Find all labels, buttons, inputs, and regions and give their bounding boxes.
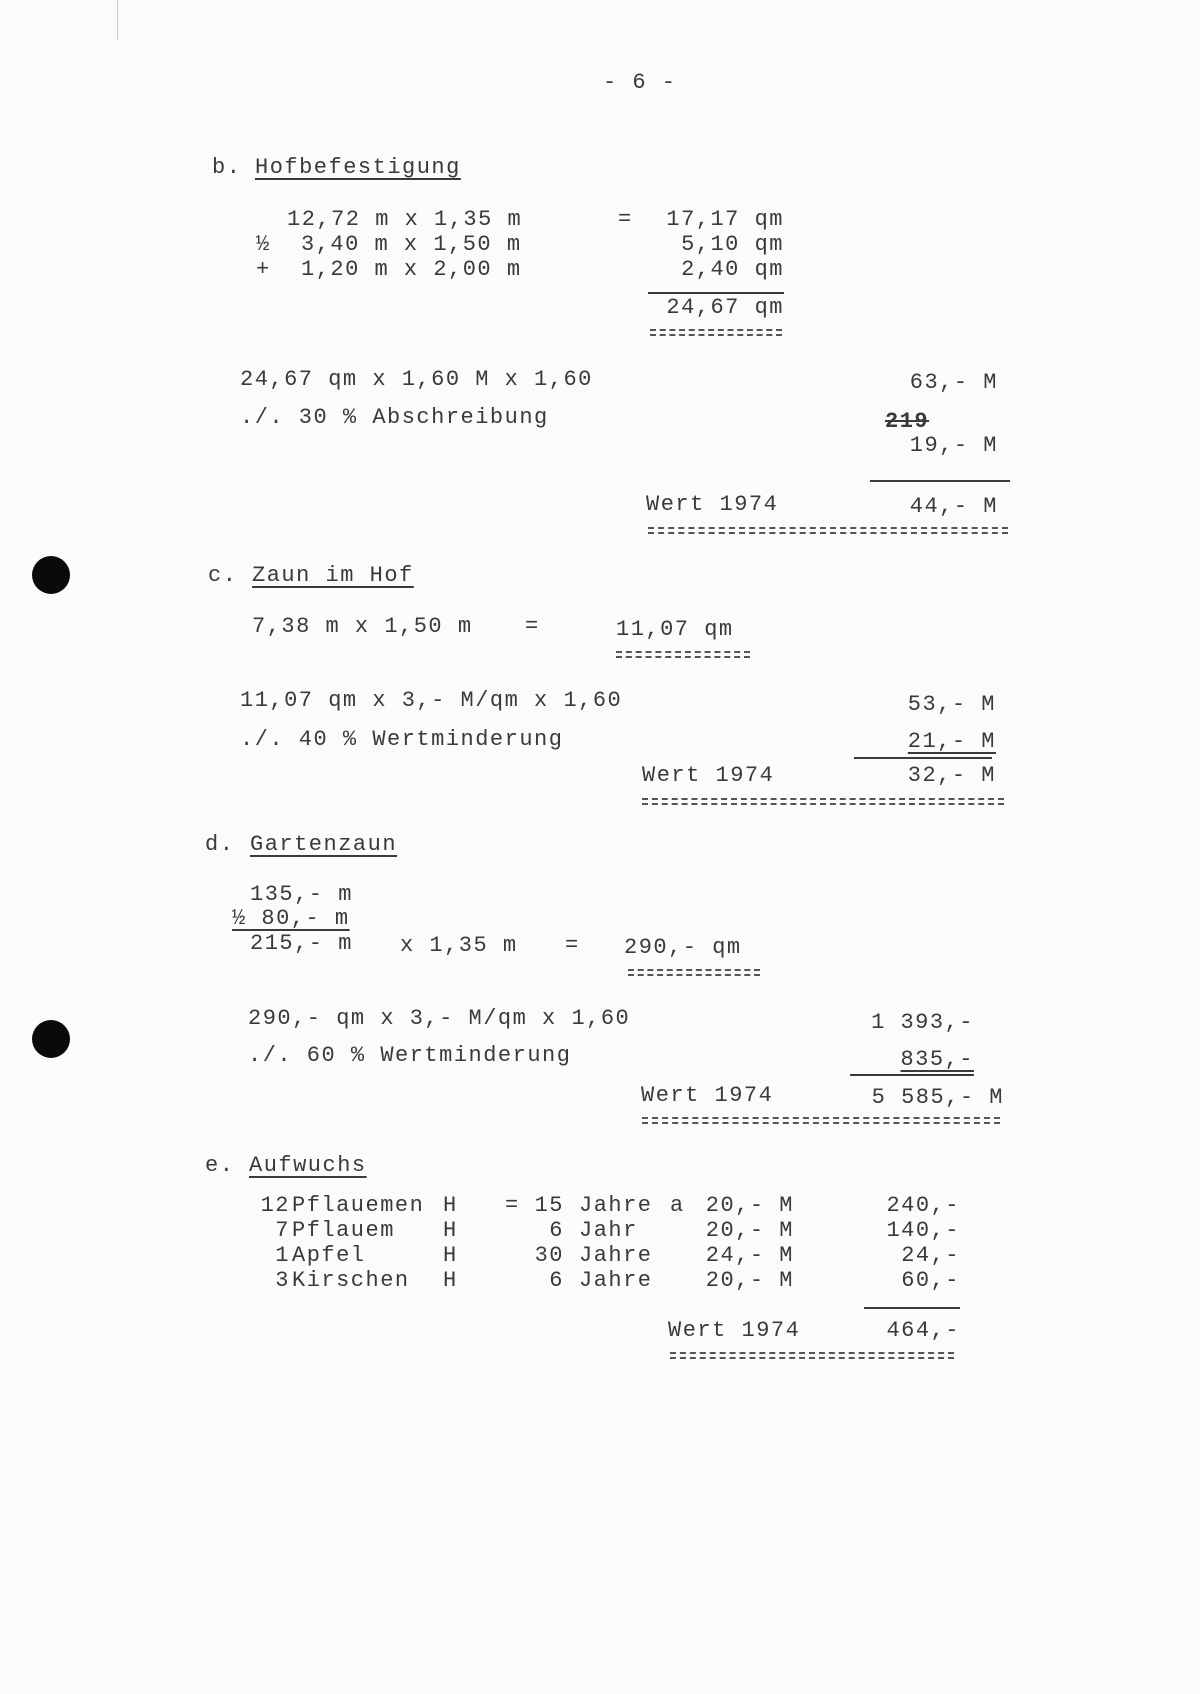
tree-row-1-a: a xyxy=(670,1193,685,1218)
section-b-value-line: 24,67 qm x 1,60 M x 1,60 xyxy=(240,367,593,392)
section-e-total-line xyxy=(864,1307,960,1309)
section-b-wert-amount: 44,- M xyxy=(909,494,998,519)
section-b-deduction-line: ./. 30 % Abschreibung xyxy=(240,405,549,430)
tree-row-2-price: 20,- M xyxy=(705,1218,794,1243)
section-e-letter: e. xyxy=(205,1153,235,1178)
section-c-deduction-amount: 21,- M xyxy=(907,729,996,754)
section-d-wert-label: Wert 1974 xyxy=(641,1083,774,1108)
tree-row-4-name: Kirschen xyxy=(292,1268,410,1293)
section-d-deduction-amount: 835,- xyxy=(900,1047,974,1072)
section-c-wert-label: Wert 1974 xyxy=(642,763,775,788)
section-b-row-2-calc: 3,40 m x 1,50 m xyxy=(301,232,522,257)
section-b-row-1-result: 17,17 qm xyxy=(666,207,784,232)
section-d-title: Gartenzaun xyxy=(250,832,398,857)
tree-row-2-age: 6 xyxy=(549,1218,564,1243)
tree-row-3-amount: 24,- xyxy=(901,1243,960,1268)
section-b-row-2-result: 5,10 qm xyxy=(681,232,784,257)
section-b-wert-double-rule xyxy=(648,527,1008,534)
punch-hole-upper xyxy=(32,556,70,594)
page-edge-mark xyxy=(117,0,118,40)
section-d-deduction-line: ./. 60 % Wertminderung xyxy=(248,1043,572,1068)
section-d-wert-double-rule xyxy=(642,1117,1000,1124)
section-b-sum-line xyxy=(648,292,784,294)
section-c-deduction-line: ./. 40 % Wertminderung xyxy=(240,727,564,752)
tree-row-3-unit: Jahre xyxy=(579,1243,653,1268)
section-d-length-1: 135,- m xyxy=(250,882,353,907)
tree-row-2-unit: Jahr xyxy=(579,1218,638,1243)
section-b-title: Hofbefestigung xyxy=(255,155,461,180)
section-e-wert-label: Wert 1974 xyxy=(668,1318,801,1343)
tree-row-1-name: Pflauemen xyxy=(292,1193,425,1218)
tree-row-4-h: H xyxy=(443,1268,458,1293)
tree-row-3-name: Apfel xyxy=(292,1243,366,1268)
section-c-value-line: 11,07 qm x 3,- M/qm x 1,60 xyxy=(240,688,623,713)
section-d-value-amount: 1 393,- xyxy=(871,1010,974,1035)
section-d-equals: = xyxy=(565,933,580,958)
tree-row-1-unit: Jahre xyxy=(579,1193,653,1218)
tree-row-3-count: 1 xyxy=(275,1243,290,1268)
tree-row-2-name: Pflauem xyxy=(292,1218,395,1243)
section-c-value-amount: 53,- M xyxy=(907,692,996,717)
tree-row-2-amount: 140,- xyxy=(886,1218,960,1243)
tree-row-1-equals: = xyxy=(505,1193,520,1218)
section-b-wert-label: Wert 1974 xyxy=(646,492,779,517)
tree-row-4-age: 6 xyxy=(549,1268,564,1293)
section-e-wert-amount: 464,- xyxy=(886,1318,960,1343)
tree-row-1-count: 12 xyxy=(260,1193,290,1218)
section-b-row-3-prefix: + xyxy=(256,257,271,282)
tree-row-4-count: 3 xyxy=(275,1268,290,1293)
tree-row-1-amount: 240,- xyxy=(886,1193,960,1218)
section-b-deduction-amount: 19,- M xyxy=(909,433,998,458)
section-c-title: Zaun im Hof xyxy=(252,563,414,588)
tree-row-1-h: H xyxy=(443,1193,458,1218)
tree-row-4-unit: Jahre xyxy=(579,1268,653,1293)
section-b-sum: 24,67 qm xyxy=(666,295,784,320)
page-number: - 6 - xyxy=(603,70,677,95)
tree-row-4-price: 20,- M xyxy=(705,1268,794,1293)
section-b-row-1-equals: = xyxy=(618,207,633,232)
section-b-row-2-prefix: ½ xyxy=(256,232,271,257)
section-d-result-double-rule xyxy=(628,969,760,976)
section-b-value-amount: 63,- M xyxy=(909,370,998,395)
section-c-result-double-rule xyxy=(616,651,750,658)
punch-hole-lower xyxy=(32,1020,70,1058)
section-d-length-sum: 215,- m xyxy=(250,931,353,956)
tree-row-1-price: 20,- M xyxy=(705,1193,794,1218)
tree-row-3-h: H xyxy=(443,1243,458,1268)
section-b-total-line xyxy=(870,480,1010,482)
section-d-calc: x 1,35 m xyxy=(400,933,518,958)
section-b-row-3-result: 2,40 qm xyxy=(681,257,784,282)
tree-row-2-h: H xyxy=(443,1218,458,1243)
tree-row-3-age: 30 xyxy=(534,1243,564,1268)
section-c-letter: c. xyxy=(208,563,238,588)
section-b-deduction-struck: 219 xyxy=(885,409,930,434)
section-b-row-1-calc: 12,72 m x 1,35 m xyxy=(287,207,523,232)
section-d-total-line xyxy=(850,1074,974,1076)
tree-row-3-price: 24,- M xyxy=(705,1243,794,1268)
section-e-wert-double-rule xyxy=(670,1352,954,1359)
section-b-letter: b. xyxy=(212,155,242,180)
section-d-letter: d. xyxy=(205,832,235,857)
section-c-calc: 7,38 m x 1,50 m xyxy=(252,614,473,639)
section-b-sum-double-rule xyxy=(650,329,782,336)
section-d-result: 290,- qm xyxy=(624,935,742,960)
section-c-wert-amount: 32,- M xyxy=(907,763,996,788)
section-c-total-line xyxy=(854,757,992,759)
section-c-equals: = xyxy=(525,614,540,639)
tree-row-4-amount: 60,- xyxy=(901,1268,960,1293)
section-d-value-line: 290,- qm x 3,- M/qm x 1,60 xyxy=(248,1006,631,1031)
tree-row-1-age: 15 xyxy=(534,1193,564,1218)
section-c-wert-double-rule xyxy=(642,798,1004,805)
section-c-result: 11,07 qm xyxy=(616,617,734,642)
section-d-wert-amount: 5 585,- M xyxy=(871,1085,1004,1110)
section-e-title: Aufwuchs xyxy=(249,1153,367,1178)
section-b-row-3-calc: 1,20 m x 2,00 m xyxy=(301,257,522,282)
tree-row-2-count: 7 xyxy=(275,1218,290,1243)
section-d-length-2: ½ 80,- m xyxy=(232,906,350,931)
